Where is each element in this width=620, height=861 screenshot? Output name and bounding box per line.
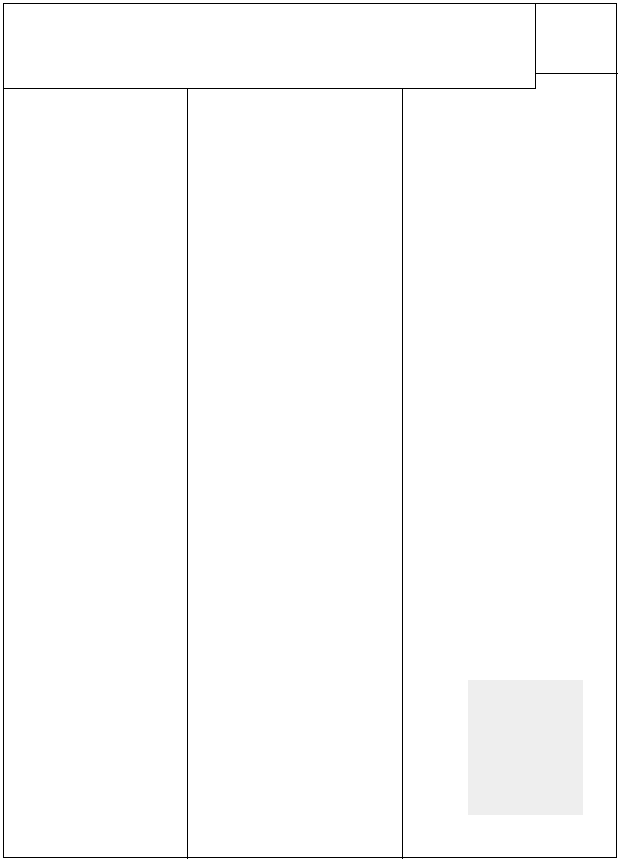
embroidery-border-pattern: [4, 89, 188, 859]
stop-sequence-column-1: [188, 89, 403, 859]
header-panel: [4, 4, 536, 89]
embroidery-design-preview: [4, 89, 188, 859]
qr-code: [468, 680, 583, 815]
barcode: [9, 37, 134, 60]
stats-panel: [536, 4, 618, 74]
